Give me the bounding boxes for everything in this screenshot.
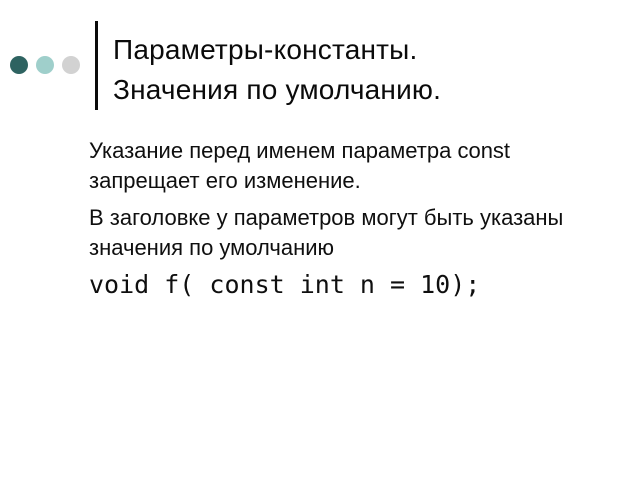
dark-teal-dot-icon [10,56,28,74]
body-paragraph-defaults: В заголовке у параметров могут быть указаны значения по умолчанию [89,205,564,260]
light-teal-dot-icon [36,56,54,74]
slide-body [89,136,577,300]
gray-dot-icon [62,56,80,74]
slide-title-line-1: Параметры-константы. [113,34,418,65]
title-vertical-rule [95,21,98,110]
body-paragraph-const: Указание перед именем параметра const запрещает его изменение. [89,138,511,193]
code-example: void f( const int n = 10); [89,270,481,299]
slide-title-line-2: Значения по умолчанию. [113,74,442,105]
slide-bullet-decoration [10,56,80,74]
slide-title [113,30,623,110]
